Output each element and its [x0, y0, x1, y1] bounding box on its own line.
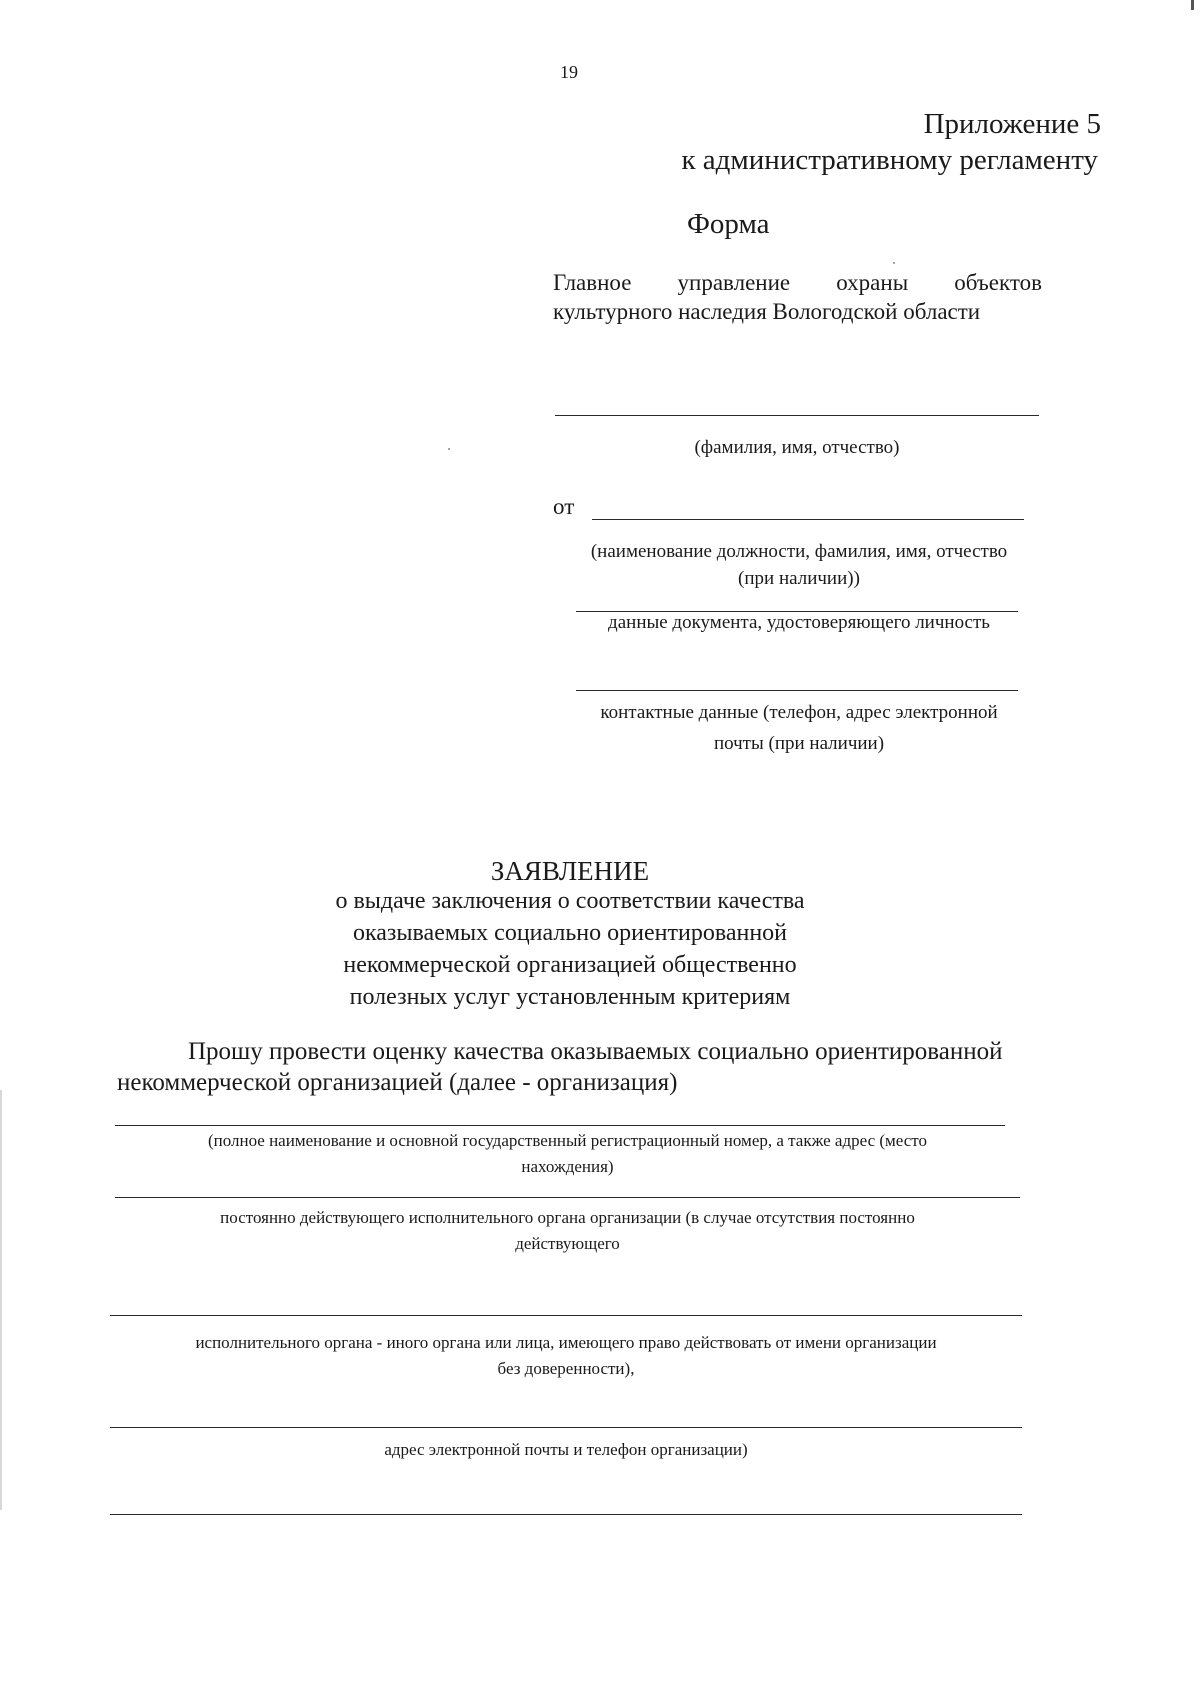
- statement-title: ЗАЯВЛЕНИЕ: [490, 856, 650, 886]
- scan-speck: [893, 262, 895, 264]
- position-caption: [552, 538, 1046, 592]
- org-contacts-caption: адрес электронной почты и телефон организации): [384, 1440, 748, 1459]
- org-exec2-caption-line2: без доверенности),: [497, 1359, 635, 1378]
- contacts-caption-line2: почты (при наличии): [713, 733, 885, 754]
- fio-fill-line[interactable]: [555, 415, 1039, 416]
- bottom-fill-line[interactable]: [110, 1514, 1022, 1515]
- position-caption-line2: (при наличии)): [738, 568, 860, 589]
- org-name-caption: [115, 1128, 1020, 1180]
- org-exec-fill-line[interactable]: [115, 1197, 1020, 1198]
- appendix-title: Приложение 5: [923, 108, 1101, 140]
- org-name-fill-line[interactable]: [115, 1125, 1005, 1126]
- org-exec2-caption-line1: исполнительного органа - иного органа или лица, имеющего право действовать от имени организации: [195, 1333, 937, 1352]
- org-exec2-fill-line[interactable]: [110, 1315, 1022, 1316]
- contacts-caption-line1: контактные данные (телефон, адрес электронной: [600, 702, 998, 723]
- statement-subtitle: [260, 885, 880, 1013]
- org-exec-caption: [115, 1205, 1020, 1257]
- identity-caption: данные документа, удостоверяющего личность: [608, 612, 990, 633]
- org-exec-caption-line2: действующего: [515, 1234, 620, 1253]
- contacts-fill-line[interactable]: [576, 690, 1018, 691]
- contacts-caption: [552, 697, 1046, 759]
- position-caption-line1: (наименование должности, фамилия, имя, отчество: [590, 541, 1008, 562]
- recipient-name-line2: культурного наследия Вологодской области: [553, 299, 981, 324]
- org-exec-caption-line1: постоянно действующего исполнительного органа организации (в случае отсутствия постоянно: [220, 1208, 915, 1227]
- org-name-caption-line2: нахождения): [521, 1157, 614, 1176]
- scan-left-edge: [0, 1090, 2, 1510]
- statement-subtitle-line1: о выдаче заключения о соответствии качества: [335, 888, 805, 914]
- org-name-caption-line1: (полное наименование и основной государственный регистрационный номер, а также адрес (место: [207, 1131, 928, 1150]
- request-text-line2: некоммерческой организацией (далее - организация): [117, 1069, 678, 1096]
- from-fill-line[interactable]: [592, 519, 1024, 520]
- fio-caption: (фамилия, имя, отчество): [694, 437, 900, 458]
- scan-speck: [448, 448, 450, 450]
- scan-edge-mark: [1191, 0, 1194, 10]
- recipient-name-line1: Главное управление охраны объектов: [553, 270, 1042, 295]
- from-label: от: [553, 494, 575, 519]
- statement-subtitle-line4: полезных услуг установленным критериям: [349, 984, 791, 1010]
- request-text-line1: Прошу провести оценку качества оказываемых социально ориентированной: [188, 1038, 1003, 1065]
- statement-subtitle-line3: некоммерческой организацией общественно: [343, 952, 797, 978]
- appendix-subtitle: к административному регламенту: [681, 144, 1098, 176]
- org-contacts-fill-line[interactable]: [110, 1427, 1022, 1428]
- statement-subtitle-line2: оказываемых социально ориентированной: [352, 920, 788, 946]
- org-exec2-caption: [110, 1330, 1022, 1382]
- page-number: 19: [560, 62, 578, 82]
- form-label: Форма: [687, 208, 770, 240]
